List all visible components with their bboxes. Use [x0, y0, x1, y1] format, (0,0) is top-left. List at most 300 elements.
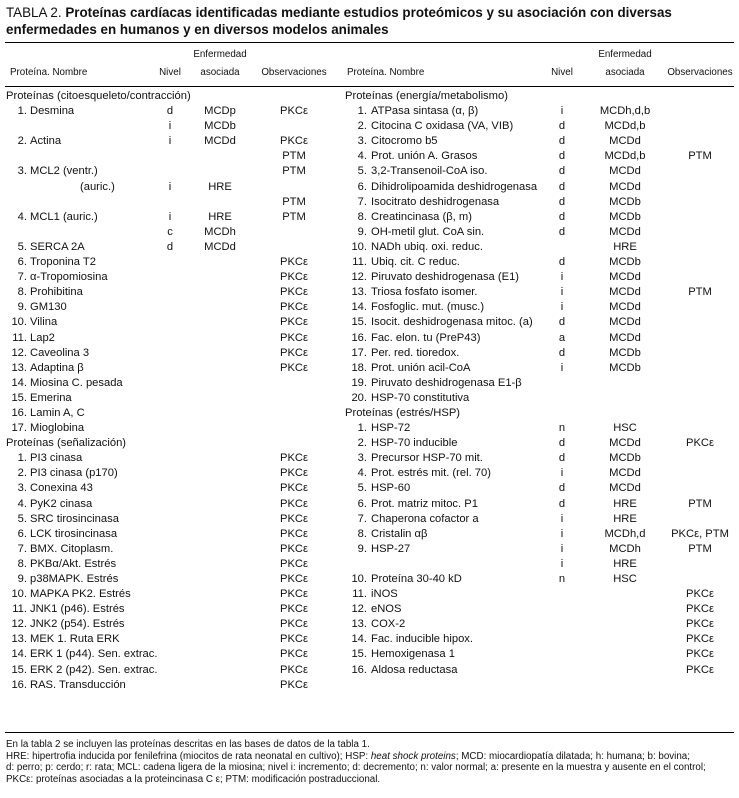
table-row [345, 466, 735, 481]
row-number: 8. [17, 286, 27, 299]
enfermedad-cell: MCDb [204, 120, 236, 133]
nivel-cell: i [560, 105, 564, 118]
enfermedad-cell: MCDp [204, 105, 236, 118]
nivel-cell: d [558, 497, 566, 510]
enfermedad-cell: MCDd,b [604, 150, 646, 163]
row-number: 13. [351, 286, 367, 299]
row-number: 6. [17, 256, 27, 269]
enfermedad-cell: MCDd [609, 271, 641, 284]
protein-name: ERK 2 (p42). Sen. extrac. [30, 663, 158, 676]
row-number: 14. [351, 301, 367, 314]
table-row [6, 270, 336, 285]
enfermedad-cell: HSC [613, 573, 637, 585]
row-number: 1. [357, 105, 367, 118]
enfermedad-cell: HRE [613, 497, 637, 510]
table-row [6, 361, 336, 376]
left-column [6, 89, 336, 693]
table-row [345, 346, 735, 361]
table-row [6, 376, 336, 391]
protein-name: MAPKA PK2. Estrés [30, 588, 131, 601]
protein-name: SERCA 2A [30, 240, 85, 253]
row-number: 2. [17, 467, 27, 480]
table-row [345, 391, 735, 406]
nivel-cell: d [558, 135, 566, 148]
row-number: 3. [17, 165, 27, 178]
table-row [6, 119, 336, 134]
observaciones-cell: PKCε [280, 633, 308, 646]
observaciones-cell: PKCε [280, 271, 308, 284]
row-number: 11. [352, 256, 367, 269]
row-number: 8. [357, 210, 367, 223]
table-row [345, 497, 735, 512]
section-label: Proteínas (citoesqueleto/contracción) [6, 90, 191, 102]
observaciones-cell: PKCε [280, 542, 308, 555]
nivel-cell: d [558, 165, 566, 178]
row-number: 5. [17, 512, 27, 525]
protein-name: p38MAPK. Estrés [30, 573, 119, 585]
table-row [6, 346, 336, 361]
table-row [345, 180, 735, 195]
protein-name: Mioglobina [30, 422, 85, 435]
footnote-line: PKCε: proteínas asociadas a la proteincinasa C ε; PTM: modificación postraduccional. [6, 773, 381, 785]
protein-name: PI3 cinasa (p170) [30, 467, 118, 480]
table-row [6, 225, 336, 240]
protein-name: Chaperona cofactor a [371, 512, 479, 525]
table-row [6, 497, 336, 512]
table-row [345, 436, 735, 451]
row-number: 15. [351, 648, 367, 661]
row-number: 14. [351, 633, 367, 646]
table-label: TABLA 2. [6, 5, 62, 20]
table-row [6, 663, 336, 678]
enfermedad-cell: MCDb [609, 195, 641, 208]
table-row [6, 300, 336, 315]
protein-name: ERK 1 (p44). Sen. extrac. [30, 648, 158, 661]
observaciones-cell: PKCε [280, 588, 308, 601]
table-row [6, 104, 336, 119]
table-row [6, 421, 336, 436]
protein-name: Actina [30, 135, 62, 148]
enfermedad-cell: MCDb [609, 210, 641, 223]
table-row [345, 210, 735, 225]
nivel-cell: d [558, 452, 566, 465]
nivel-cell: d [558, 482, 566, 495]
row-number: 14. [11, 376, 27, 389]
protein-name: Triosa fosfato isomer. [371, 286, 478, 299]
table-row [6, 527, 336, 542]
row-number: 7. [17, 271, 27, 284]
row-number: 11. [352, 588, 367, 601]
nivel-cell: d [558, 225, 566, 238]
row-number: 2. [357, 437, 367, 450]
enfermedad-cell: MCDh,d [604, 527, 646, 540]
nivel-cell: d [558, 150, 566, 163]
row-number: 2. [17, 135, 27, 148]
right-header-nivel: Nivel [551, 67, 573, 78]
table-row [345, 225, 735, 240]
table-row [6, 240, 336, 255]
protein-name: eNOS [371, 603, 402, 616]
row-number: 7. [357, 195, 367, 208]
protein-name: 3,2-Transenoil-CoA iso. [371, 165, 488, 178]
observaciones-cell: PKCε [686, 437, 714, 450]
protein-name: Fac. elon. tu (PreP43) [371, 331, 481, 344]
row-number: 5. [17, 240, 27, 253]
observaciones-cell: PKCε [280, 663, 308, 676]
observaciones-cell: PKCε [686, 603, 714, 616]
table-row [345, 376, 735, 391]
observaciones-cell: PKCε [280, 618, 308, 631]
section-heading [6, 89, 336, 104]
protein-name: Desmina [30, 105, 75, 118]
enfermedad-cell: MCDh [204, 225, 236, 238]
table-row [6, 617, 336, 632]
row-number: 16. [11, 678, 27, 691]
row-number: 10. [351, 240, 367, 253]
protein-name: Prot. unión A. Grasos [371, 150, 478, 163]
table-row [345, 647, 735, 662]
row-number: 13. [351, 618, 367, 631]
row-number: 8. [357, 527, 367, 540]
nivel-cell: i [168, 120, 172, 133]
table-row [345, 587, 735, 602]
footnote [6, 739, 734, 785]
protein-name: PyK2 cinasa [30, 497, 93, 510]
protein-name: Emerina [30, 391, 72, 404]
table-row [345, 602, 735, 617]
table-title [6, 4, 734, 38]
row-number: 12. [351, 603, 367, 616]
protein-name: (auric.) [80, 180, 115, 193]
protein-name: Hemoxigenasa 1 [371, 648, 455, 661]
nivel-cell: n [558, 422, 566, 435]
enfermedad-cell: HRE [613, 240, 637, 253]
enfermedad-cell: HRE [613, 557, 637, 570]
table-row [345, 285, 735, 300]
nivel-cell: i [560, 527, 564, 540]
protein-name: MEK 1. Ruta ERK [30, 633, 120, 646]
row-number: 12. [351, 271, 367, 284]
row-number: 1. [17, 452, 27, 465]
protein-name: Miosina C. pesada [30, 376, 123, 389]
protein-name: NADh ubiq. oxi. reduc. [371, 240, 483, 253]
protein-name: iNOS [371, 588, 398, 601]
observaciones-cell: PTM [688, 497, 712, 510]
row-number: 16. [351, 663, 367, 676]
row-number: 6. [17, 527, 27, 540]
observaciones-cell: PKCε [280, 573, 308, 585]
table-row [345, 572, 735, 587]
table-row [6, 466, 336, 481]
table-row [345, 512, 735, 527]
nivel-cell: d [166, 105, 174, 118]
table-row [345, 542, 735, 557]
table-row [6, 632, 336, 647]
table-row [6, 678, 336, 693]
protein-name: Isocit. deshidrogenasa mitoc. (a) [371, 316, 533, 329]
table-row [345, 557, 735, 572]
row-number: 7. [17, 542, 27, 555]
row-number: 4. [17, 497, 27, 510]
bottom-rule [5, 732, 734, 733]
protein-name: OH-metil glut. CoA sin. [371, 225, 485, 238]
table-row [345, 134, 735, 149]
protein-name: HSP-72 [371, 422, 411, 435]
table-row [345, 331, 735, 346]
row-number: 11. [12, 331, 27, 344]
nivel-cell: i [168, 180, 172, 193]
enfermedad-cell: MCDd [204, 135, 236, 148]
nivel-cell: i [560, 361, 564, 374]
protein-name: HSP-70 constitutiva [371, 391, 470, 404]
observaciones-cell: PTM [688, 150, 712, 163]
enfermedad-cell: MCDd [609, 135, 641, 148]
table-row [345, 195, 735, 210]
enfermedad-cell: MCDb [609, 452, 641, 465]
observaciones-cell: PTM [688, 286, 712, 299]
footnote-line: d: perro; p: cerdo; r: rata; MCL: cadena ligera de la miosina; nivel i: incremento; d: decremento; n: valor normal; a: presente en la muestra y ausente en el control; [6, 762, 706, 774]
row-number: 3. [357, 452, 367, 465]
nivel-cell: i [560, 512, 564, 525]
nivel-cell: i [560, 557, 564, 570]
row-number: 17. [351, 346, 367, 359]
observaciones-cell: PKCε [280, 527, 308, 540]
protein-name: JNK2 (p54). Estrés [30, 618, 125, 631]
observaciones-cell: PKCε [686, 648, 714, 661]
section-label: Proteínas (estrés/HSP) [345, 406, 461, 419]
table-row [6, 481, 336, 496]
protein-name: SRC tirosincinasa [30, 512, 119, 525]
observaciones-cell: PKCε [280, 497, 308, 510]
row-number: 4. [357, 150, 367, 163]
protein-name: Citocina C oxidasa (VA, VIB) [371, 120, 514, 133]
protein-name: HSP-60 [371, 482, 411, 495]
observaciones-cell: PKCε [280, 105, 308, 118]
protein-name: COX-2 [371, 618, 406, 631]
table-row [6, 180, 336, 195]
row-number: 9. [17, 573, 27, 585]
observaciones-cell: PKCε [686, 663, 714, 676]
row-number: 3. [357, 135, 367, 148]
protein-name: HSP-27 [371, 542, 411, 555]
protein-name: Per. red. tioredox. [371, 346, 460, 359]
enfermedad-cell: MCDb [609, 361, 641, 374]
protein-name: Prot. estrés mit. (rel. 70) [371, 467, 491, 480]
observaciones-cell: PKCε [686, 588, 714, 601]
nivel-cell: i [168, 210, 172, 223]
nivel-cell: c [167, 225, 173, 238]
protein-name: Conexina 43 [30, 482, 93, 495]
protein-name: Citocromo b5 [371, 135, 438, 148]
nivel-cell: d [558, 180, 566, 193]
protein-name: Piruvato deshidrogenasa E1-β [371, 376, 522, 389]
table-row [345, 632, 735, 647]
protein-name: Adaptina β [30, 361, 84, 374]
header-rule [5, 86, 734, 87]
observaciones-cell: PTM [282, 210, 306, 223]
table-row [6, 406, 336, 421]
table-row [345, 104, 735, 119]
table-row [6, 210, 336, 225]
row-number: 9. [17, 301, 27, 314]
protein-name: Isocitrato deshidrogenasa [371, 195, 500, 208]
nivel-cell: n [558, 573, 566, 585]
protein-name: Fac. inducible hipox. [371, 633, 473, 646]
enfermedad-cell: MCDb [609, 256, 641, 269]
table-row [345, 240, 735, 255]
nivel-cell: d [558, 195, 566, 208]
table-row [345, 164, 735, 179]
enfermedad-cell: HRE [208, 180, 232, 193]
row-number: 6. [357, 180, 367, 193]
left-header-observaciones: Observaciones [261, 67, 327, 78]
nivel-cell: d [558, 120, 566, 133]
protein-name: Lap2 [30, 331, 55, 344]
protein-name: MCL1 (auric.) [30, 210, 98, 223]
table-row [345, 119, 735, 134]
table-row [6, 557, 336, 572]
nivel-cell: d [558, 256, 566, 269]
protein-name: Aldosa reductasa [371, 663, 458, 676]
table-row [345, 527, 735, 542]
protein-name: Caveolina 3 [30, 346, 90, 359]
nivel-cell: i [560, 286, 564, 299]
table-row [6, 587, 336, 602]
observaciones-cell: PKCε [280, 361, 308, 374]
observaciones-cell: PKCε [280, 678, 308, 691]
table-row [6, 285, 336, 300]
table-row [345, 149, 735, 164]
row-number: 16. [11, 406, 27, 419]
left-header-nivel: Nivel [159, 67, 181, 78]
nivel-cell: i [560, 301, 564, 314]
table-row [6, 572, 336, 587]
row-number: 14. [11, 648, 27, 661]
enfermedad-cell: HRE [208, 210, 232, 223]
nivel-cell: i [560, 271, 564, 284]
row-number: 6. [357, 497, 367, 510]
section-heading [345, 406, 735, 421]
table-row [345, 361, 735, 376]
row-number: 15. [11, 391, 27, 404]
protein-name: PI3 cinasa [30, 452, 83, 465]
observaciones-cell: PKCε [280, 286, 308, 299]
row-number: 3. [17, 482, 27, 495]
protein-name: α-Tropomiosina [30, 271, 108, 284]
enfermedad-cell: MCDb [609, 346, 641, 359]
table-row [6, 391, 336, 406]
right-header-enfermedad: Enfermedad asociada [598, 49, 652, 78]
row-number: 8. [17, 557, 27, 570]
table-row [345, 421, 735, 436]
table-row [6, 542, 336, 557]
table-row [6, 451, 336, 466]
observaciones-cell: PKCε [280, 482, 308, 495]
observaciones-cell: PKCε [280, 316, 308, 329]
table-row [6, 331, 336, 346]
table-row [345, 270, 735, 285]
row-number: 2. [357, 120, 367, 133]
table-row [345, 255, 735, 270]
table-row [6, 512, 336, 527]
observaciones-cell: PKCε [280, 648, 308, 661]
nivel-cell: i [560, 542, 564, 555]
row-number: 12. [11, 346, 27, 359]
protein-name: MCL2 (ventr.) [30, 165, 98, 178]
top-rule [5, 42, 734, 43]
table-row [345, 451, 735, 466]
observaciones-cell: PKCε [280, 256, 308, 269]
enfermedad-cell: HSC [613, 422, 637, 435]
table-row [345, 315, 735, 330]
nivel-cell: a [558, 331, 566, 344]
observaciones-cell: PTM [688, 542, 712, 555]
table-row [6, 602, 336, 617]
nivel-cell: d [558, 210, 566, 223]
enfermedad-cell: MCDh [609, 542, 641, 555]
row-number: 10. [351, 573, 367, 585]
table-row [6, 255, 336, 270]
table-row [6, 164, 336, 179]
row-number: 1. [357, 422, 367, 435]
row-number: 15. [351, 316, 367, 329]
table-row [6, 647, 336, 662]
right-header-observaciones: Observaciones [667, 67, 733, 78]
table-row [6, 315, 336, 330]
right-header-nombre: Proteína. Nombre [347, 67, 425, 78]
protein-name: Prot. matriz mitoc. P1 [371, 497, 478, 510]
protein-name: GM130 [30, 301, 67, 314]
enfermedad-cell: MCDd [609, 316, 641, 329]
table-row [345, 300, 735, 315]
enfermedad-cell: MCDd [609, 165, 641, 178]
row-number: 16. [351, 331, 367, 344]
row-number: 9. [357, 542, 367, 555]
right-column [345, 89, 735, 678]
row-number: 11. [12, 603, 27, 616]
nivel-cell: d [558, 346, 566, 359]
protein-name: Precursor HSP-70 mit. [371, 452, 483, 465]
protein-name: Proteína 30-40 kD [371, 573, 462, 585]
protein-name: Cristalin αβ [371, 527, 428, 540]
protein-name: ATPasa sintasa (α, β) [371, 105, 479, 118]
protein-name: Piruvato deshidrogenasa (E1) [371, 271, 520, 284]
observaciones-cell: PKCε [686, 633, 714, 646]
protein-name: PKBα/Akt. Estrés [30, 557, 117, 570]
protein-name: Troponina T2 [30, 256, 96, 269]
row-number: 5. [357, 482, 367, 495]
protein-name: RAS. Transducción [30, 678, 126, 691]
observaciones-cell: PKCε [280, 301, 308, 314]
observaciones-cell: PKCε [280, 557, 308, 570]
protein-name: Prot. unión acil-CoA [371, 361, 471, 374]
row-number: 12. [11, 618, 27, 631]
row-number: 1. [17, 105, 27, 118]
table-row [345, 481, 735, 496]
row-number: 10. [11, 588, 27, 601]
nivel-cell: d [166, 240, 174, 253]
row-number: 7. [357, 512, 367, 525]
row-number: 18. [351, 361, 367, 374]
table-caption: Proteínas cardíacas identificadas mediante estudios proteómicos y su asociación con diversas enfermedades en humanos y en diversos modelos animales [6, 5, 672, 37]
enfermedad-cell: MCDd [609, 225, 641, 238]
row-number: 10. [11, 316, 27, 329]
protein-name: Creatincinasa (β, m) [371, 210, 472, 223]
left-header-nombre: Proteína. Nombre [10, 67, 88, 78]
protein-name: Prohibitina [30, 286, 83, 299]
enfermedad-cell: MCDd,b [604, 120, 646, 133]
observaciones-cell: PKCε [280, 603, 308, 616]
